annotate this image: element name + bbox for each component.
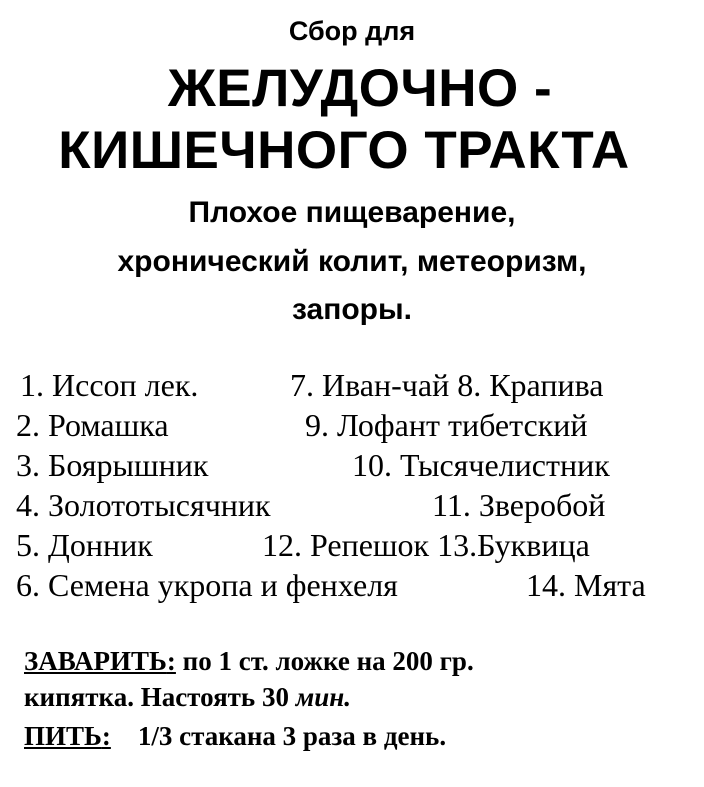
drink-colon: :	[101, 721, 111, 751]
subtitle: Сбор для	[288, 16, 416, 46]
herb-item: 10. Тысячелистник	[352, 447, 610, 483]
brew-instruction-cont	[24, 682, 351, 713]
brew-instruction	[24, 646, 474, 677]
brew-unit: мин.	[295, 682, 351, 712]
herb-item: 6. Семена укропа и фенхеля	[16, 567, 398, 603]
title-line-2: КИШЕЧНОГО ТРАКТА	[58, 121, 630, 180]
description-line-2: хронический колит, метеоризм,	[117, 245, 587, 278]
description-line-1: Плохое пищеварение,	[188, 196, 516, 229]
herb-item: 11. Зверобой	[432, 487, 606, 523]
herb-item: 4. Золототысячник	[16, 487, 271, 523]
herb-item: 12. Репешок 13.Буквица	[262, 527, 590, 563]
herb-item: 7. Иван-чай 8. Крапива	[290, 367, 604, 403]
brew-colon: :	[166, 646, 176, 676]
description-line-3: запоры.	[292, 293, 412, 326]
herb-item: 5. Донник	[16, 527, 153, 563]
herb-item: 2. Ромашка	[16, 407, 169, 443]
herb-item: 9. Лофант тибетский	[305, 407, 588, 443]
brew-label: ЗАВАРИТЬ	[24, 646, 167, 676]
herb-item: 1. Иссоп лек.	[20, 367, 199, 403]
drink-label: ПИТЬ	[24, 721, 102, 751]
drink-instruction	[24, 721, 446, 752]
drink-text: 1/3 стакана 3 раза в день.	[110, 721, 447, 751]
brew-text: по 1 ст. ложке на 200 гр.	[175, 646, 474, 676]
brew-text-2: кипятка. Настоять 30	[24, 682, 296, 712]
title-line-1: ЖЕЛУДОЧНО -	[167, 59, 553, 118]
herb-item: 3. Боярышник	[16, 447, 209, 483]
herb-item: 14. Мята	[526, 567, 646, 603]
